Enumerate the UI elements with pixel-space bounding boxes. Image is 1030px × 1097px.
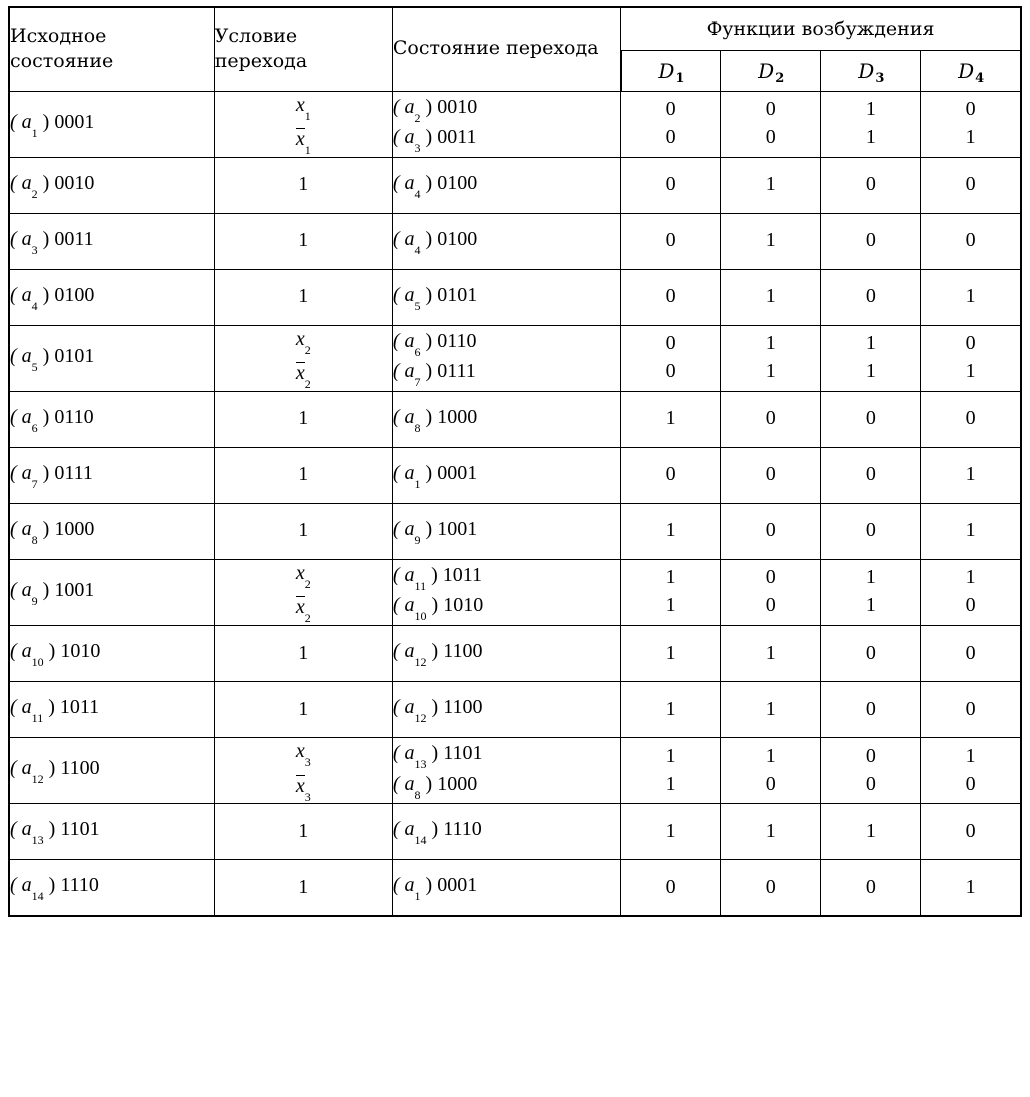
header-transition-condition: Условие перехода <box>214 7 392 91</box>
cell-transition-state: ( $a_4$ ) 0100 <box>392 157 620 213</box>
cell-initial-state: ( $a_{12}$ ) 1100 <box>9 738 214 804</box>
cell-d2: 0 <box>721 503 821 559</box>
cell-transition-state: ( $a_{11}$ ) 1011 ( $a_{10}$ ) 1010 <box>392 559 620 625</box>
cell-transition-state: ( $a_{12}$ ) 1100 <box>392 682 620 738</box>
cell-d3: 1 1 <box>821 559 921 625</box>
cell-d1: 0 <box>621 157 721 213</box>
cell-d3: 0 <box>821 157 921 213</box>
cell-d1: 0 <box>621 269 721 325</box>
table-row <box>9 269 1021 325</box>
cell-d1: 1 <box>621 804 721 860</box>
cell-initial-state: ( $a_{10}$ ) 1010 <box>9 626 214 682</box>
cell-d2: 0 0 <box>721 91 821 157</box>
cell-d2: 0 <box>721 391 821 447</box>
header-d1: $D_1$ <box>621 50 721 91</box>
cell-d1: 1 <box>621 391 721 447</box>
cell-transition-condition: $x_2$ $x_2$ <box>214 559 392 625</box>
cell-d2: 1 0 <box>721 738 821 804</box>
cell-initial-state: ( $a_{11}$ ) 1011 <box>9 682 214 738</box>
cell-initial-state: ( $a_6$ ) 0110 <box>9 391 214 447</box>
cell-d1: 1 <box>621 682 721 738</box>
table-row <box>9 860 1021 917</box>
cell-transition-condition: 1 <box>214 626 392 682</box>
cell-transition-state: ( $a_5$ ) 0101 <box>392 269 620 325</box>
cell-transition-state: ( $a_1$ ) 0001 <box>392 860 620 917</box>
cell-d3: 0 0 <box>821 738 921 804</box>
cell-d4: 1 0 <box>921 559 1021 625</box>
cell-d4: 0 <box>921 391 1021 447</box>
cell-d4: 0 1 <box>921 91 1021 157</box>
cell-d3: 0 <box>821 447 921 503</box>
cell-d2: 1 <box>721 157 821 213</box>
cell-transition-state: ( $a_9$ ) 1001 <box>392 503 620 559</box>
table-row <box>9 804 1021 860</box>
cell-d2: 0 0 <box>721 559 821 625</box>
cell-transition-condition: 1 <box>214 804 392 860</box>
cell-d2: 1 <box>721 626 821 682</box>
cell-transition-condition: 1 <box>214 682 392 738</box>
cell-d4: 0 <box>921 157 1021 213</box>
cell-initial-state: ( $a_4$ ) 0100 <box>9 269 214 325</box>
cell-d3: 0 <box>821 269 921 325</box>
table-row <box>9 391 1021 447</box>
cell-initial-state: ( $a_5$ ) 0101 <box>9 325 214 391</box>
cell-d3: 0 <box>821 391 921 447</box>
cell-transition-condition: 1 <box>214 447 392 503</box>
cell-transition-condition: $x_3$ $x_3$ <box>214 738 392 804</box>
cell-transition-condition: 1 <box>214 391 392 447</box>
cell-d1: 0 0 <box>621 325 721 391</box>
cell-transition-state: ( $a_6$ ) 0110 ( $a_7$ ) 0111 <box>392 325 620 391</box>
cell-d4: 0 <box>921 682 1021 738</box>
cell-d3: 0 <box>821 503 921 559</box>
header-transition-state: Состояние перехода <box>392 7 620 91</box>
cell-d2: 0 <box>721 447 821 503</box>
cell-d1: 0 <box>621 860 721 917</box>
cell-transition-state: ( $a_{13}$ ) 1101 ( $a_8$ ) 1000 <box>392 738 620 804</box>
cell-d3: 1 1 <box>821 91 921 157</box>
cell-d4: 0 <box>921 804 1021 860</box>
cell-d2: 1 <box>721 213 821 269</box>
cell-initial-state: ( $a_{14}$ ) 1110 <box>9 860 214 917</box>
cell-d1: 0 <box>621 447 721 503</box>
cell-d4: 1 <box>921 860 1021 917</box>
cell-initial-state: ( $a_1$ ) 0001 <box>9 91 214 157</box>
cell-transition-state: ( $a_1$ ) 0001 <box>392 447 620 503</box>
cell-d4: 1 <box>921 447 1021 503</box>
cell-d4: 0 <box>921 213 1021 269</box>
cell-d3: 0 <box>821 213 921 269</box>
cell-transition-condition: 1 <box>214 860 392 917</box>
table-header <box>9 7 1021 91</box>
cell-transition-condition: $x_2$ $x_2$ <box>214 325 392 391</box>
cell-transition-condition: 1 <box>214 157 392 213</box>
cell-initial-state: ( $a_2$ ) 0010 <box>9 157 214 213</box>
table-row <box>9 325 1021 391</box>
cell-d4: 1 0 <box>921 738 1021 804</box>
cell-transition-state: ( $a_4$ ) 0100 <box>392 213 620 269</box>
cell-transition-state: ( $a_{12}$ ) 1100 <box>392 626 620 682</box>
header-initial-state: Исходное состояние <box>9 7 214 91</box>
cell-d3: 0 <box>821 860 921 917</box>
cell-initial-state: ( $a_3$ ) 0011 <box>9 213 214 269</box>
table-row <box>9 503 1021 559</box>
cell-d2: 1 <box>721 269 821 325</box>
cell-transition-condition: $x_1$ $x_1$ <box>214 91 392 157</box>
cell-transition-state: ( $a_8$ ) 1000 <box>392 391 620 447</box>
header-d2: $D_2$ <box>721 50 821 91</box>
cell-transition-condition: 1 <box>214 269 392 325</box>
cell-d3: 0 <box>821 626 921 682</box>
cell-d2: 1 <box>721 804 821 860</box>
cell-d3: 1 <box>821 804 921 860</box>
table-row <box>9 559 1021 625</box>
cell-d3: 1 1 <box>821 325 921 391</box>
table-row <box>9 213 1021 269</box>
state-transition-table <box>8 6 1022 917</box>
cell-transition-state: ( $a_{14}$ ) 1110 <box>392 804 620 860</box>
cell-initial-state: ( $a_9$ ) 1001 <box>9 559 214 625</box>
cell-d1: 1 1 <box>621 738 721 804</box>
cell-d4: 1 <box>921 503 1021 559</box>
cell-d1: 1 <box>621 503 721 559</box>
header-row-main <box>9 7 1021 50</box>
cell-d1: 1 <box>621 626 721 682</box>
header-d4: $D_4$ <box>921 50 1021 91</box>
header-d3: $D_3$ <box>821 50 921 91</box>
table-row <box>9 682 1021 738</box>
table-row <box>9 91 1021 157</box>
cell-d2: 0 <box>721 860 821 917</box>
cell-transition-condition: 1 <box>214 213 392 269</box>
cell-d4: 1 <box>921 269 1021 325</box>
table-body <box>9 91 1021 916</box>
header-excitation-functions: Функции возбуждения <box>621 7 1021 50</box>
cell-d4: 0 1 <box>921 325 1021 391</box>
table-row <box>9 738 1021 804</box>
cell-initial-state: ( $a_8$ ) 1000 <box>9 503 214 559</box>
cell-d2: 1 1 <box>721 325 821 391</box>
cell-d3: 0 <box>821 682 921 738</box>
table-row <box>9 626 1021 682</box>
table-row <box>9 447 1021 503</box>
cell-d2: 1 <box>721 682 821 738</box>
cell-d1: 0 0 <box>621 91 721 157</box>
cell-transition-condition: 1 <box>214 503 392 559</box>
cell-initial-state: ( $a_7$ ) 0111 <box>9 447 214 503</box>
cell-d1: 1 1 <box>621 559 721 625</box>
cell-d1: 0 <box>621 213 721 269</box>
cell-initial-state: ( $a_{13}$ ) 1101 <box>9 804 214 860</box>
cell-transition-state: ( $a_2$ ) 0010 ( $a_3$ ) 0011 <box>392 91 620 157</box>
table-row <box>9 157 1021 213</box>
cell-d4: 0 <box>921 626 1021 682</box>
